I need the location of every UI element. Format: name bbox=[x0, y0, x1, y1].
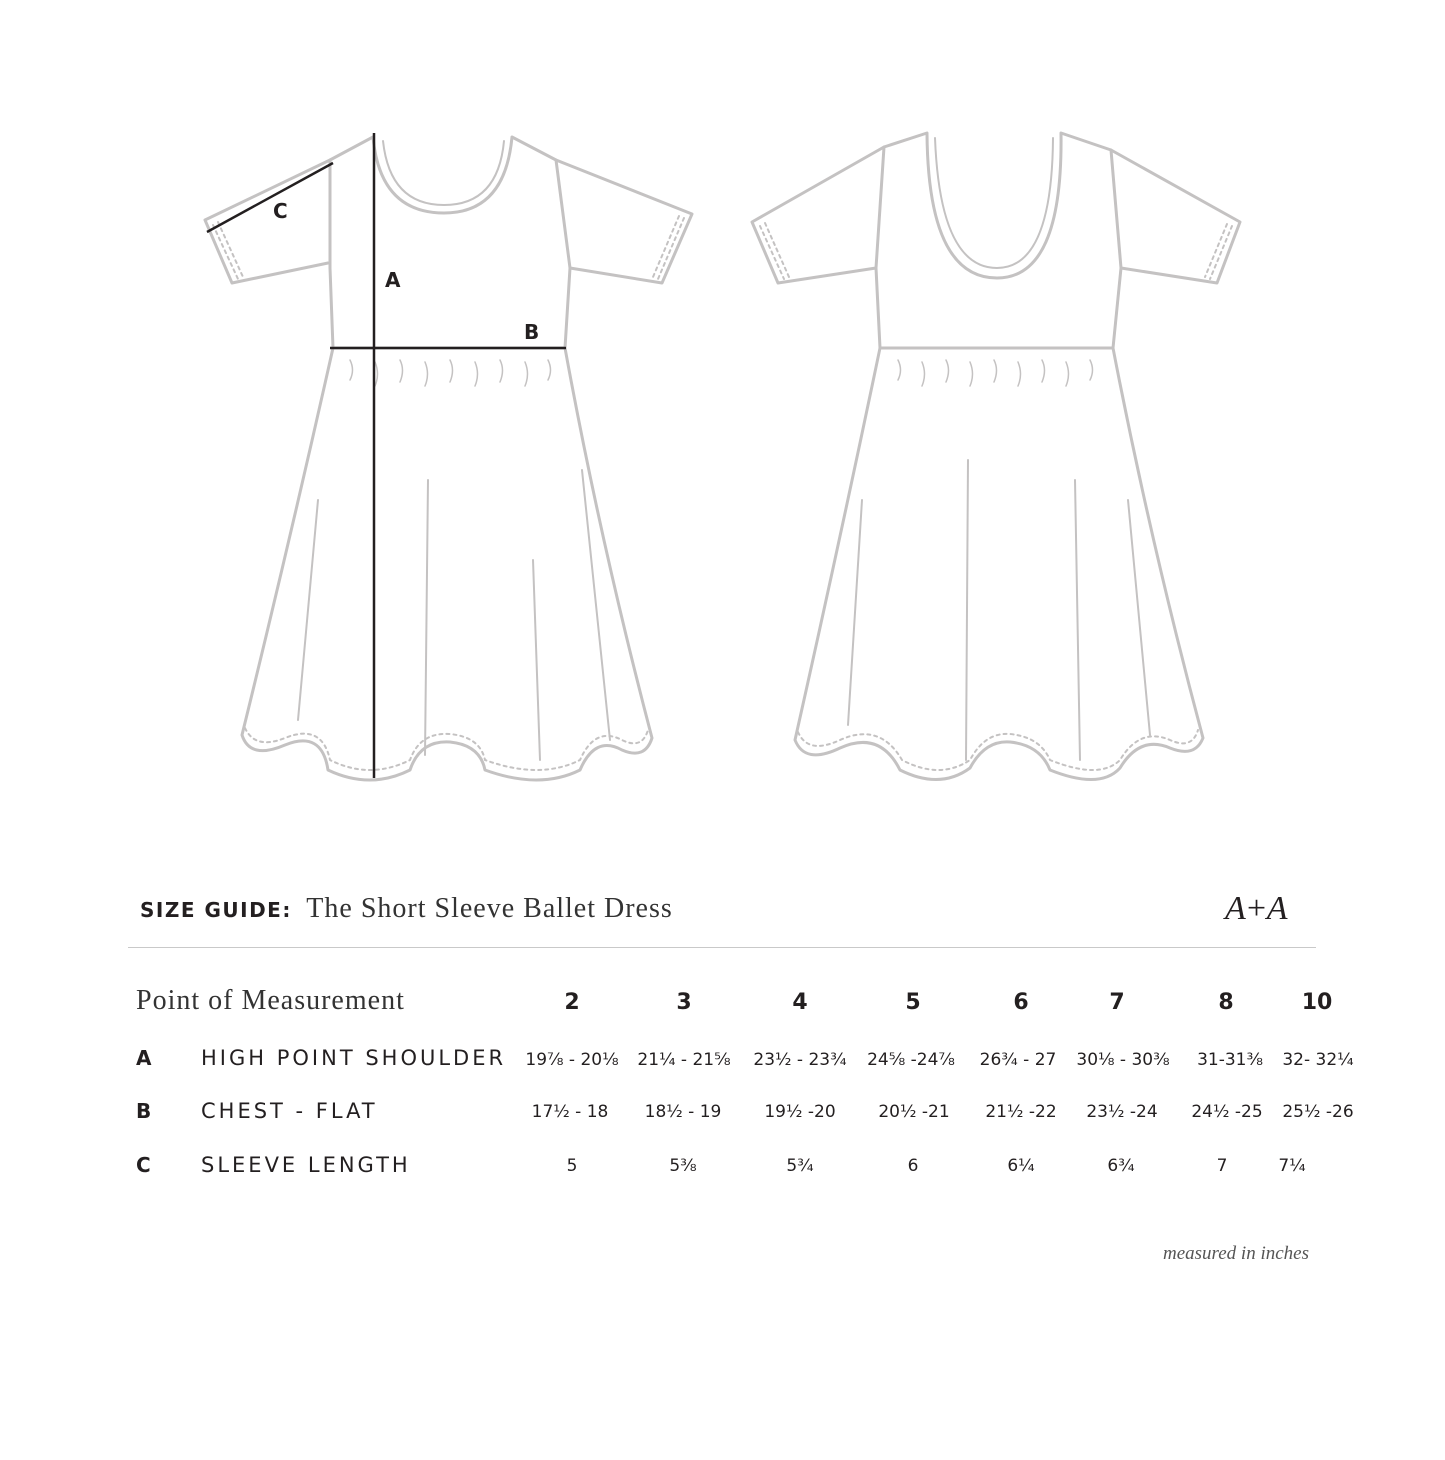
back-left-sleeve bbox=[752, 147, 884, 283]
dress-front-view bbox=[205, 137, 692, 780]
point-of-measurement-heading: Point of Measurement bbox=[136, 985, 405, 1016]
size-header: 2 bbox=[564, 990, 580, 1015]
table-cell: 6¾ bbox=[1107, 1156, 1135, 1176]
row-name-sleeve-length: SLEEVE LENGTH bbox=[201, 1153, 411, 1177]
back-right-sleeve bbox=[1111, 150, 1240, 283]
front-bodice-outline bbox=[330, 137, 570, 348]
size-header: 5 bbox=[905, 990, 921, 1015]
row-name-chest-flat: CHEST - FLAT bbox=[201, 1099, 378, 1123]
table-cell: 19⅞ - 20⅛ bbox=[525, 1050, 619, 1070]
front-skirt-folds bbox=[298, 470, 610, 760]
size-header: 3 bbox=[676, 990, 692, 1015]
measurement-lines bbox=[207, 133, 566, 778]
size-header: 10 bbox=[1301, 990, 1333, 1015]
table-cell: 6¼ bbox=[1007, 1156, 1035, 1176]
table-cell: 31-31⅜ bbox=[1197, 1050, 1263, 1070]
size-header: 8 bbox=[1218, 990, 1234, 1015]
back-skirt-outline bbox=[795, 348, 1203, 780]
table-cell: 21½ -22 bbox=[985, 1102, 1057, 1122]
diagram-label-a: A bbox=[385, 268, 401, 292]
table-cell: 18½ - 19 bbox=[644, 1102, 722, 1122]
table-cell: 5 bbox=[566, 1156, 578, 1176]
back-neckline-inner bbox=[935, 138, 1053, 268]
table-cell: 23½ -24 bbox=[1086, 1102, 1158, 1122]
row-letter-a: A bbox=[136, 1046, 152, 1070]
table-cell: 24⅝ -24⅞ bbox=[867, 1050, 955, 1070]
front-hem-stitch bbox=[245, 728, 648, 770]
table-cell: 5⅜ bbox=[669, 1156, 697, 1176]
table-cell: 17½ - 18 bbox=[531, 1102, 609, 1122]
table-cell: 21¼ - 21⅝ bbox=[637, 1050, 731, 1070]
divider bbox=[128, 947, 1316, 948]
row-letter-c: C bbox=[136, 1153, 151, 1177]
table-cell: 20½ -21 bbox=[878, 1102, 950, 1122]
table-cell: 24½ -25 bbox=[1191, 1102, 1263, 1122]
front-right-sleeve bbox=[556, 160, 692, 283]
size-guide-label: SIZE GUIDE: bbox=[140, 898, 292, 922]
table-cell: 32- 32¼ bbox=[1282, 1050, 1354, 1070]
table-cell: 25½ -26 bbox=[1282, 1102, 1354, 1122]
size-header: 6 bbox=[1013, 990, 1029, 1015]
units-footnote: measured in inches bbox=[1163, 1243, 1309, 1264]
back-skirt-folds bbox=[848, 460, 1150, 760]
table-cell: 26¾ - 27 bbox=[979, 1050, 1057, 1070]
back-gathers bbox=[898, 360, 1093, 386]
diagram-label-c: C bbox=[273, 199, 288, 223]
table-cell: 6 bbox=[907, 1156, 919, 1176]
table-cell: 23½ - 23¾ bbox=[753, 1050, 847, 1070]
back-bodice-outline bbox=[876, 133, 1121, 348]
table-cell: 7 bbox=[1216, 1156, 1228, 1176]
table-cell: 7¼ bbox=[1278, 1156, 1306, 1176]
row-letter-b: B bbox=[136, 1099, 152, 1123]
table-cell: 30⅛ - 30⅜ bbox=[1076, 1050, 1170, 1070]
table-cell: 19½ -20 bbox=[764, 1102, 836, 1122]
diagram-label-b: B bbox=[524, 320, 540, 344]
measure-line-c bbox=[207, 163, 333, 232]
dress-back-view bbox=[752, 133, 1240, 780]
size-header: 7 bbox=[1109, 990, 1125, 1015]
size-guide-title bbox=[140, 893, 673, 925]
front-gathers bbox=[350, 360, 551, 386]
table-cell: 5¾ bbox=[786, 1156, 814, 1176]
brand-logo: A+A bbox=[1225, 890, 1287, 927]
size-header: 4 bbox=[792, 990, 808, 1015]
front-neckline-inner bbox=[383, 141, 504, 205]
product-name: The Short Sleeve Ballet Dress bbox=[306, 893, 673, 924]
front-skirt-outline bbox=[242, 348, 652, 780]
row-name-high-point-shoulder: HIGH POINT SHOULDER bbox=[201, 1046, 507, 1070]
